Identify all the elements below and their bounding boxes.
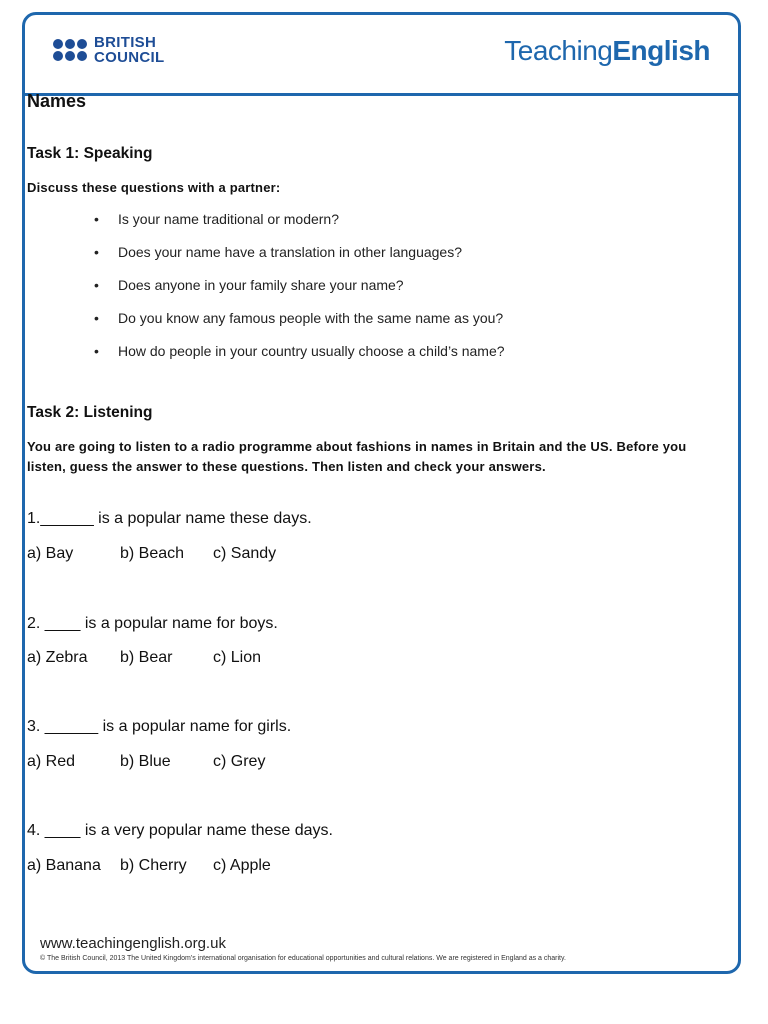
option-a: a) Banana	[27, 857, 101, 874]
option-b: b) Beach	[120, 545, 185, 562]
option-c: c) Sandy	[213, 545, 277, 562]
header-divider	[25, 93, 738, 96]
list-item: • Is your name traditional or modern?	[94, 211, 505, 244]
page-title: Names	[27, 91, 87, 111]
te-logo-bold: English	[612, 35, 710, 66]
option-a: a) Zebra	[27, 649, 88, 666]
bc-logo-line1: BRITISH	[94, 34, 157, 51]
question-1: 1.______ is a popular name these days.	[27, 510, 312, 527]
option-c: c) Apple	[213, 857, 271, 874]
question-2: 2. ____ is a popular name for boys.	[27, 615, 278, 632]
list-item: • Does anyone in your family share your name?	[94, 277, 505, 310]
question-1-options	[27, 545, 276, 563]
list-item: • How do people in your country usually choose a child’s name?	[94, 343, 505, 376]
british-council-logo	[53, 35, 164, 65]
question-4-options	[27, 857, 271, 875]
bc-logo-line2: COUNCIL	[94, 49, 165, 66]
list-item: • Does your name have a translation in other languages?	[94, 244, 505, 277]
task2-heading: Task 2: Listening	[27, 404, 153, 421]
list-item: • Do you know any famous people with the same name as you?	[94, 310, 505, 343]
task1-question-list	[94, 211, 505, 376]
option-a: a) Red	[27, 753, 76, 770]
option-b: b) Blue	[120, 753, 171, 770]
task2-instruction: You are going to listen to a radio programme about fashions in names in Britain and the US. Before you listen, guess the answer to these questions. Then listen and check your answers.	[27, 439, 687, 474]
british-council-dots-icon	[53, 39, 87, 61]
option-a: a) Bay	[27, 545, 74, 562]
question-2-options	[27, 649, 261, 667]
option-b: b) Cherry	[120, 857, 187, 874]
question-3: 3. ______ is a popular name for girls.	[27, 718, 292, 735]
option-b: b) Bear	[120, 649, 173, 666]
footer-url: www.teachingenglish.org.uk	[40, 935, 226, 952]
question-3-options	[27, 753, 265, 771]
task1-instruction: Discuss these questions with a partner:	[27, 180, 281, 195]
te-logo-regular: Teaching	[504, 35, 613, 66]
option-c: c) Grey	[213, 753, 266, 770]
footer-copyright: © The British Council, 2013 The United Kingdom’s international organisation for educational opportunities and cultural relations. We are registered in England as a charity.	[40, 955, 566, 962]
task1-heading: Task 1: Speaking	[27, 145, 153, 162]
option-c: c) Lion	[213, 649, 262, 666]
question-4: 4. ____ is a very popular name these days.	[27, 822, 333, 839]
teaching-english-logo	[504, 35, 710, 67]
